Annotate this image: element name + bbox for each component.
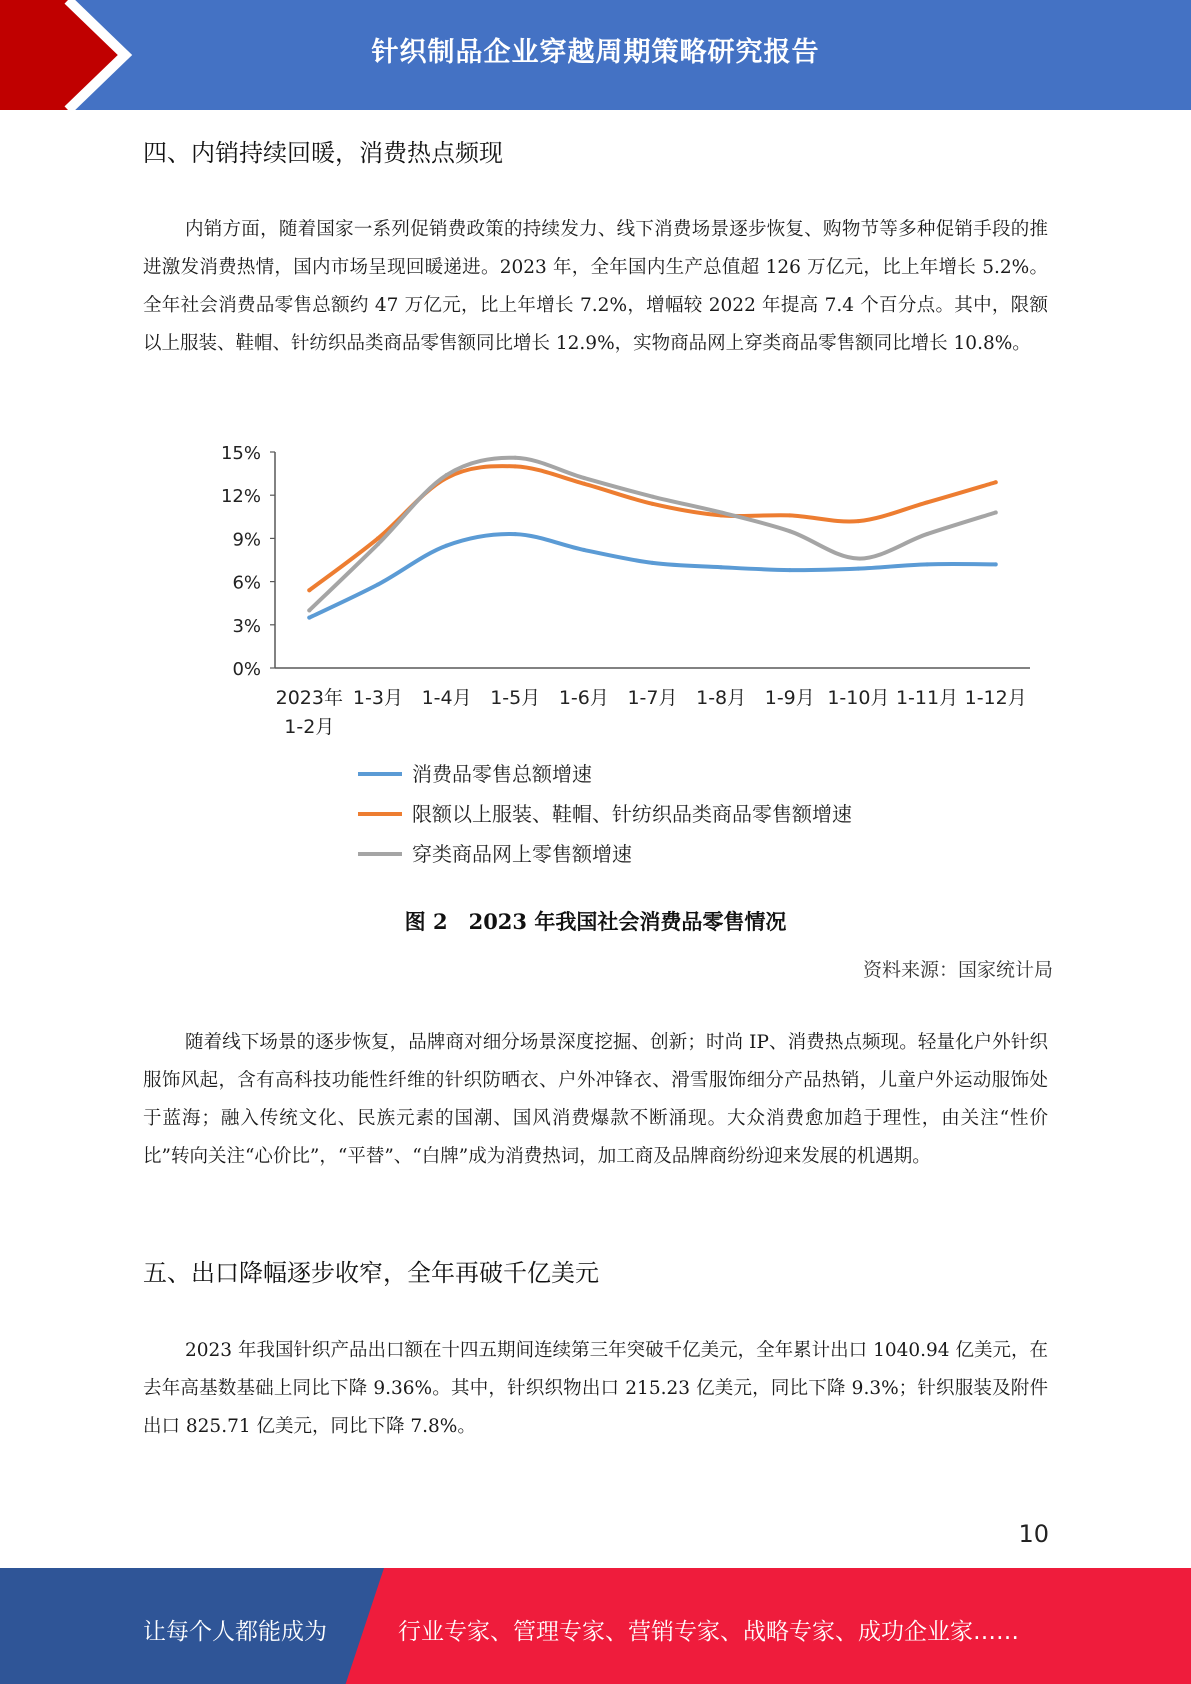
legend-label: 穿类商品网上零售额增速 <box>412 842 632 866</box>
page-number: 10 <box>1018 1520 1049 1548</box>
data-point <box>925 562 929 566</box>
data-point <box>925 532 929 536</box>
page-footer <box>0 1568 1191 1684</box>
section-heading-exports: 五、出口降幅逐步收窄，全年再破千亿美元 <box>143 1259 599 1287</box>
data-point <box>994 510 998 514</box>
data-point <box>788 513 792 517</box>
y-tick-label: 12% <box>220 486 261 508</box>
data-source-note: 资料来源：国家统计局 <box>862 959 1053 981</box>
series-line-3 <box>309 458 995 611</box>
paragraph-domestic-sales: 内销方面，随着国家一系列促销费政策的持续发力、线下消费场景逐步恢复、购物节等多种促销手段的推进激发消费热情，国内市场呈现回暖递进。2023 年，全年国内生产总值超 126 万亿元，比上年增长 5.2%。全年社会消费品零售总额约 47 万亿元，比上年增长 7.2%，增幅较 2022 年提高 7.4 个百分点。其中，限额以上服装、鞋帽、针纺织品类商品零售额同比增长 12.9%，实物商品网上穿类商品零售额同比增长 10.8%。 <box>143 219 1048 354</box>
x-tick-label: 1-4月 <box>421 687 472 709</box>
x-tick-label: 1-8月 <box>696 687 747 709</box>
data-point <box>651 502 655 506</box>
data-point <box>582 476 586 480</box>
x-tick-label: 2023年 <box>275 687 343 709</box>
series-line-1 <box>309 534 995 618</box>
page-header <box>0 0 1191 110</box>
data-point <box>445 473 449 477</box>
data-point <box>856 519 860 523</box>
retail-growth-line-chart <box>200 430 1040 880</box>
legend-label: 限额以上服装、鞋帽、针纺织品类商品零售额增速 <box>412 802 852 826</box>
data-point <box>651 561 655 565</box>
x-tick-label: 1-10月 <box>827 687 890 709</box>
y-tick-label: 9% <box>232 529 261 551</box>
data-point <box>994 562 998 566</box>
paragraph-exports: 2023 年我国针织产品出口额在十四五期间连续第三年突破千亿美元，全年累计出口 1040.94 亿美元，在去年高基数基础上同比下降 9.36%。其中，针织织物出口 215.23 亿美元，同比下降 9.3%；针织服装及附件出口 825.71 亿美元，同比下降 7.8%。 <box>143 1340 1048 1437</box>
y-tick-label: 3% <box>232 615 261 637</box>
x-tick-label: 1-12月 <box>964 687 1027 709</box>
y-tick-label: 15% <box>220 443 261 464</box>
data-point <box>788 568 792 572</box>
data-point <box>788 529 792 533</box>
x-tick-label: 1-6月 <box>558 687 609 709</box>
data-point <box>513 456 517 460</box>
figure-caption: 图 2 2023 年我国社会消费品零售情况 <box>404 909 787 934</box>
data-point <box>376 582 380 586</box>
section-heading-domestic-sales: 四、内销持续回暖，消费热点频现 <box>143 139 503 167</box>
footer-slogan-left: 让每个人都能成为 <box>143 1619 327 1645</box>
data-point <box>856 557 860 561</box>
x-tick-label: 1-7月 <box>627 687 678 709</box>
data-point <box>856 567 860 571</box>
data-point <box>513 532 517 536</box>
data-point <box>513 464 517 468</box>
x-tick-label: 1-3月 <box>352 687 403 709</box>
data-point <box>445 544 449 548</box>
data-point <box>307 616 311 620</box>
data-point <box>307 588 311 592</box>
paragraph-consumption-hotspots: 随着线下场景的逐步恢复，品牌商对细分场景深度挖掘、创新；时尚 IP、消费热点频现。轻量化户外针织服饰风起，含有高科技功能性纤维的针织防晒衣、户外冲锋衣、滑雪服饰细分产品热销，儿童户外运动服饰处于蓝海；融入传统文化、民族元素的国潮、国风消费爆款不断涌现。大众消费愈加趋于理性，由关注“性价比”转向关注“心价比”，“平替”、“白牌”成为消费热词，加工商及品牌商纷纷迎来发展的机遇期。 <box>143 1032 1048 1167</box>
data-point <box>651 495 655 499</box>
data-point <box>582 482 586 486</box>
x-tick-label: 1-11月 <box>895 687 959 709</box>
legend-label: 消费品零售总额增速 <box>412 762 592 786</box>
data-point <box>719 565 723 569</box>
series-line-2 <box>309 466 995 590</box>
data-point <box>994 480 998 484</box>
data-point <box>307 608 311 612</box>
y-tick-label: 0% <box>232 659 261 680</box>
data-point <box>376 536 380 540</box>
y-tick-label: 6% <box>232 572 261 594</box>
data-point <box>582 548 586 552</box>
report-title: 针织制品企业穿越周期策略研究报告 <box>371 37 820 68</box>
x-tick-label: 1-2月 <box>284 716 335 738</box>
data-point <box>925 500 929 504</box>
x-tick-label: 1-9月 <box>764 687 815 709</box>
data-point <box>719 510 723 514</box>
footer-slogan-right: 行业专家、管理专家、营销专家、战略专家、成功企业家…… <box>398 1619 1019 1645</box>
data-point <box>376 542 380 546</box>
x-tick-label: 1-5月 <box>490 687 541 709</box>
